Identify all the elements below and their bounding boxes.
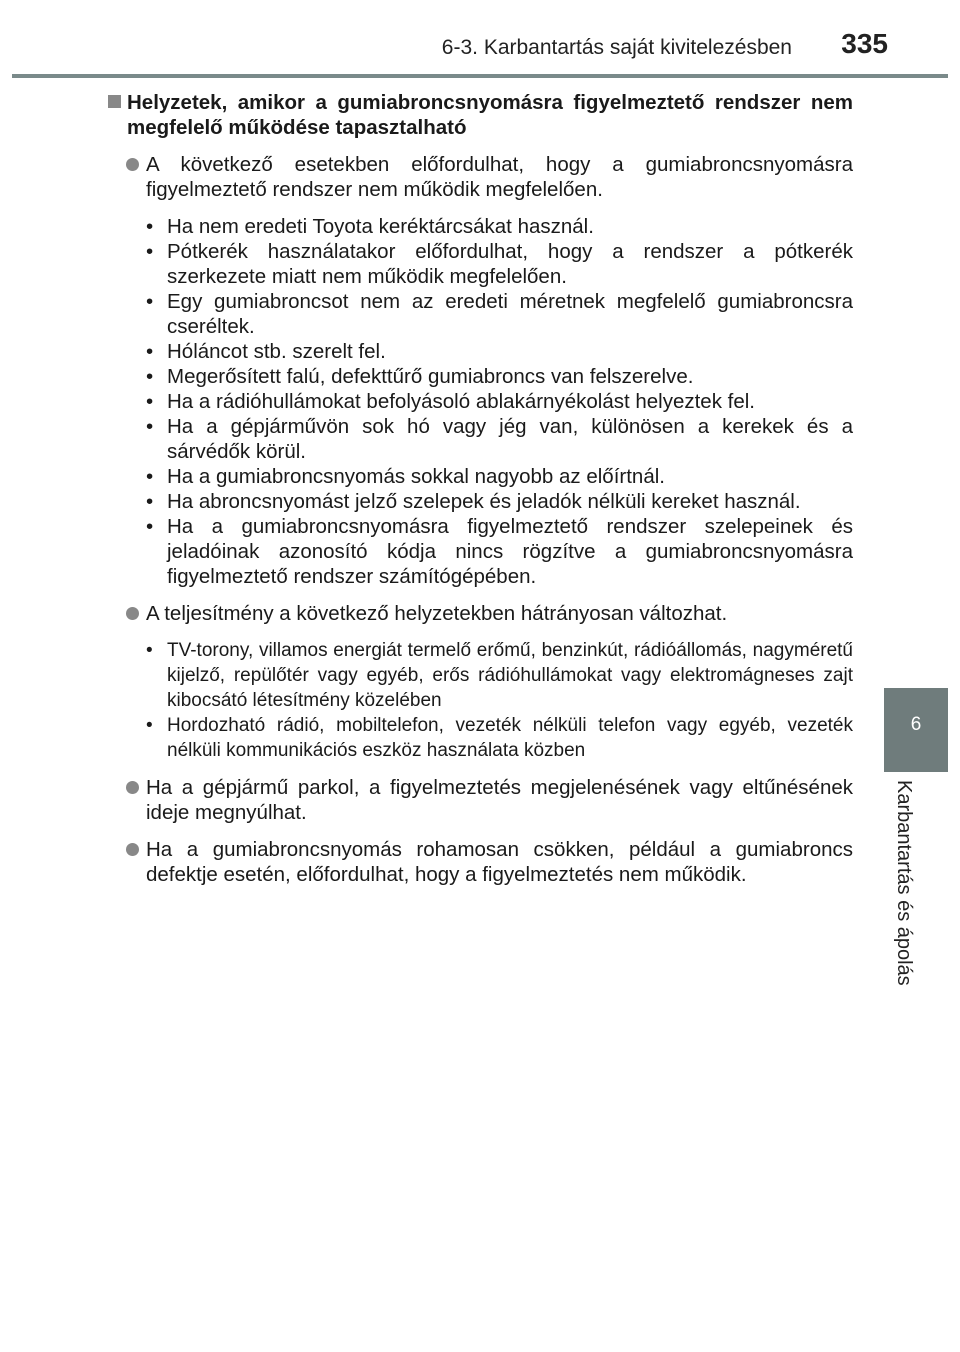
list-item	[146, 389, 853, 414]
list-item	[146, 364, 853, 389]
list-item	[146, 713, 853, 763]
list-item-text: Ha a gumiabroncsnyomásra figyelmeztető rendszer szelepeinek és jeladóinak azonosító kódja nincs rögzítve a gumiabroncsnyomásra figyelmeztető rendszer számítógépében.	[167, 515, 853, 588]
page-number: 335	[841, 28, 888, 59]
list-item-text: Ha a rádióhullámokat befolyásoló ablakárnyékolást helyeztek fel.	[167, 390, 756, 413]
bullet-dot: •	[146, 465, 154, 488]
list-item	[146, 489, 853, 514]
bullet-dot: •	[146, 715, 153, 736]
sub-list	[146, 214, 853, 589]
bullet-dot: •	[146, 290, 154, 313]
bullet-dot: •	[146, 215, 154, 238]
list-item-text: Ha a gumiabroncsnyomás sokkal nagyobb az előírtnál.	[167, 465, 665, 488]
list-item-text: Ha nem eredeti Toyota keréktárcsákat használ.	[167, 215, 594, 238]
list-item-text: TV-torony, villamos energiát termelő erőmű, benzinkút, rádióállomás, nagyméretű kijelző, repülőtér vagy egyéb, erős rádióhullámokat vagy elektromágneses zajt kibocsátó létesítmény közelében	[167, 640, 853, 711]
list-item-text: Megerősített falú, defekttűrő gumiabroncs van felszerelve.	[167, 365, 694, 388]
circle-bullet-icon	[126, 781, 139, 794]
bullet-paragraph	[108, 775, 853, 825]
section-title-text: Helyzetek, amikor a gumiabroncsnyomásra figyelmeztető rendszer nem megfelelő működése tapasztalható	[127, 91, 853, 139]
header-title: 6-3. Karbantartás saját kivitelezésben	[441, 36, 792, 59]
bullet-dot: •	[146, 515, 154, 538]
list-item	[146, 289, 853, 339]
circle-bullet-icon	[126, 158, 139, 171]
list-item	[146, 339, 853, 364]
paragraph-text: Ha a gépjármű parkol, a figyelmeztetés megjelenésének vagy eltűnésének ideje megnyúlhat.	[146, 776, 853, 824]
bullet-paragraph	[108, 601, 853, 626]
list-item-text: Hordozható rádió, mobiltelefon, vezeték nélküli telefon vagy egyéb, vezeték nélküli kommunikációs eszköz használata közben	[167, 715, 853, 761]
sub-list	[146, 638, 853, 763]
list-item	[146, 239, 853, 289]
list-item-text: Egy gumiabroncsot nem az eredeti méretnek megfelelő gumiabroncsra cseréltek.	[167, 290, 853, 338]
bullet-dot: •	[146, 240, 154, 263]
bullet-dot: •	[146, 415, 154, 438]
list-item	[146, 514, 853, 589]
page-header	[0, 0, 960, 80]
bullet-paragraph	[108, 837, 853, 887]
chapter-tab	[884, 688, 948, 772]
list-item-text: Ha abroncsnyomást jelző szelepek és jeladók nélküli kereket használ.	[167, 490, 801, 513]
header-rule	[12, 74, 948, 78]
bullet-dot: •	[146, 390, 154, 413]
section-title	[108, 90, 853, 140]
bullet-dot: •	[146, 640, 153, 661]
bullet-paragraph	[108, 152, 853, 202]
list-item	[146, 638, 853, 713]
paragraph-text: A teljesítmény a következő helyzetekben hátrányosan változhat.	[146, 602, 728, 625]
list-item-text: Ha a gépjárművön sok hó vagy jég van, különösen a kerekek és a sárvédők körül.	[167, 415, 853, 463]
bullet-dot: •	[146, 340, 154, 363]
list-item-text: Pótkerék használatakor előfordulhat, hogy a rendszer a pótkerék szerkezete miatt nem működik megfelelően.	[167, 240, 853, 288]
paragraph-text: Ha a gumiabroncsnyomás rohamosan csökken, például a gumiabroncs defektje esetén, előfordulhat, hogy a figyelmeztetés nem működik.	[146, 838, 853, 886]
circle-bullet-icon	[126, 843, 139, 856]
list-item-text: Hóláncot stb. szerelt fel.	[167, 340, 386, 363]
chapter-label-container	[893, 780, 937, 990]
bullet-dot: •	[146, 365, 154, 388]
main-content	[108, 90, 853, 899]
bullet-dot: •	[146, 490, 154, 513]
square-bullet-icon	[108, 95, 121, 108]
list-item	[146, 464, 853, 489]
circle-bullet-icon	[126, 607, 139, 620]
list-item	[146, 214, 853, 239]
chapter-number: 6	[910, 714, 922, 735]
chapter-label: Karbantartás és ápolás	[893, 780, 915, 986]
paragraph-text: A következő esetekben előfordulhat, hogy a gumiabroncsnyomásra figyelmeztető rendszer nem működik megfelelően.	[146, 153, 853, 201]
list-item	[146, 414, 853, 464]
